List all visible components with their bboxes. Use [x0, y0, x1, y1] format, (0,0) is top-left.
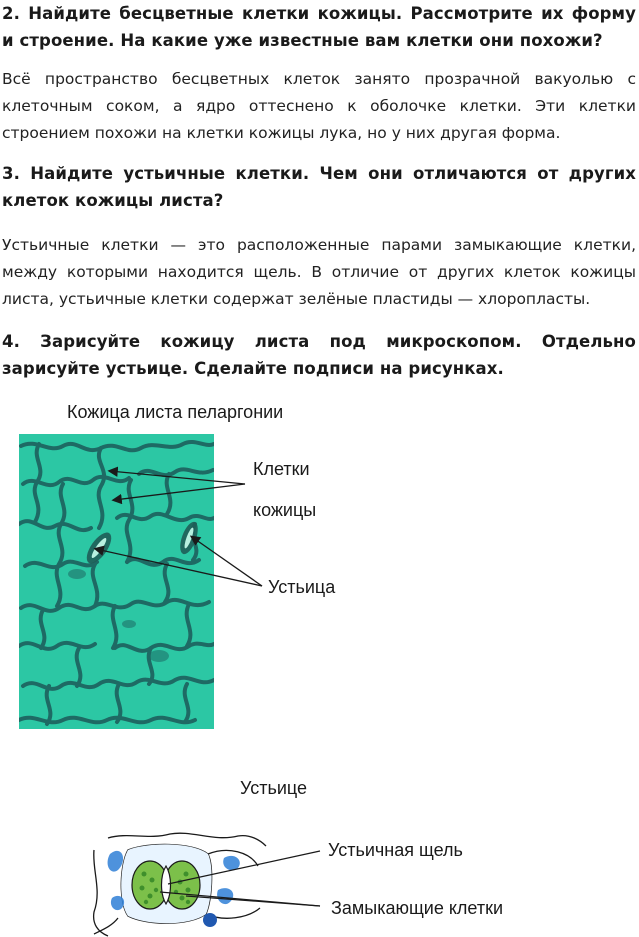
figure-1-caption: Кожица листа пеларгонии: [67, 402, 284, 422]
figure-2-caption: Устьице: [240, 778, 308, 798]
label-stomatal-slit: Устьичная щель: [328, 840, 463, 860]
answer-3: Устьичные клетки — это расположенные парами замыкающие клетки, между которыми находится щель. В отличие от других клеток кожицы листа, устьичные клетки содержат зелёные пластиды — хлоропласты.: [2, 236, 636, 308]
label-guard-cells: Замыкающие клетки: [331, 898, 504, 918]
question-3: 3. Найдите устьичные клетки. Чем они отличаются от других клеток кожицы листа?: [2, 164, 636, 210]
question-2: 2. Найдите бесцветные клетки кожицы. Рассмотрите их форму и строение. На какие уже известные вам клетки они похожи?: [2, 4, 636, 50]
answer-2: Всё пространство бесцветных клеток занято прозрачной вакуолью с клеточным соком, а ядро оттеснено к оболочке клетки. Эти клетки строением похожи на клетки кожицы лука, но у них другая форма.: [2, 70, 636, 142]
label-stomata: Устьица: [268, 577, 336, 597]
question-4: 4. Зарисуйте кожицу листа под микроскопом. Отдельно зарисуйте устьице. Сделайте подписи на рисунках.: [2, 332, 636, 378]
label-epidermis-cells-line2: кожицы: [253, 500, 317, 520]
label-epidermis-cells-line1: Клетки: [253, 459, 310, 479]
